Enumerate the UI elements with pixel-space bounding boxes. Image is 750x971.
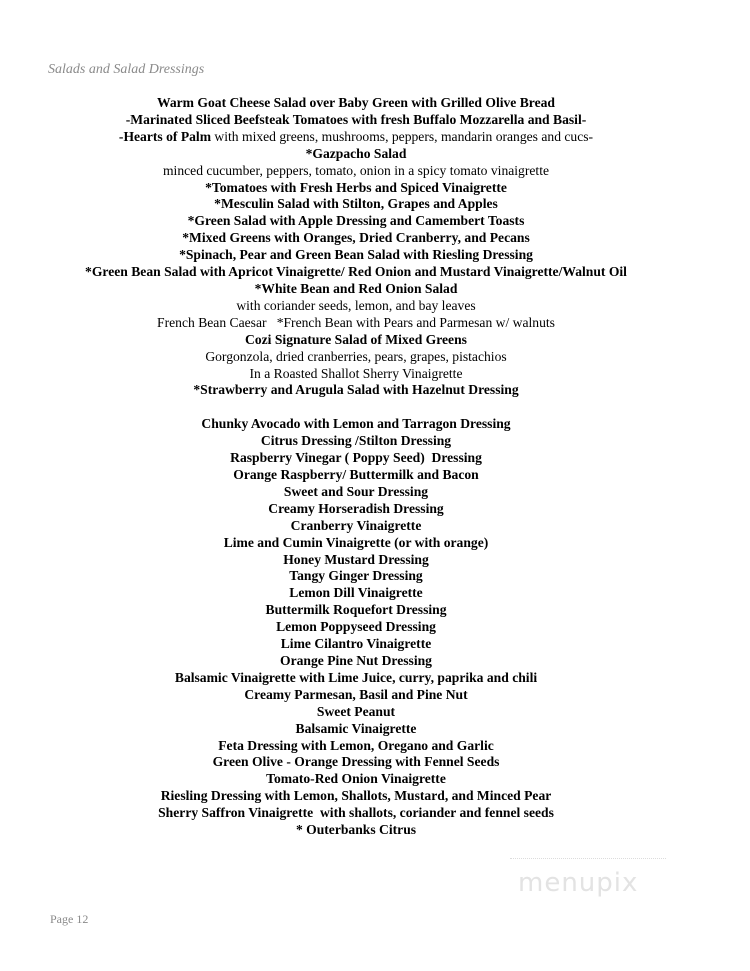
salad-item-title: -Marinated Sliced Beefsteak Tomatoes with fresh Buffalo Mozzarella and Basil-: [125, 111, 587, 127]
salad-item: [0, 332, 712, 349]
salad-item: [0, 281, 712, 298]
salads-list: [0, 95, 712, 399]
menu-list: [0, 95, 712, 839]
salad-item: [0, 163, 712, 180]
dressing-item: Lime and Cumin Vinaigrette (or with orange): [223, 534, 489, 550]
dressing-item: Tomato-Red Onion Vinaigrette: [266, 771, 446, 787]
dressing-item: Green Olive - Orange Dressing with Fennel Seeds: [212, 754, 500, 770]
dressing-item: Sherry Saffron Vinaigrette with shallots, coriander and fennel seeds: [158, 805, 554, 821]
watermark-logo: menupix: [518, 868, 639, 898]
salad-item-title: Cozi Signature Salad of Mixed Greens: [245, 331, 467, 347]
dressing-item: Buttermilk Roquefort Dressing: [265, 602, 447, 618]
dressing-item: Orange Pine Nut Dressing: [280, 653, 432, 668]
dressing-item: * Outerbanks Citrus: [295, 822, 417, 838]
dressing-item: Cranberry Vinaigrette: [290, 517, 422, 533]
salad-item: [0, 264, 712, 281]
salad-item: [0, 95, 712, 112]
salad-item: [0, 366, 712, 383]
salad-item-title: *Mixed Greens with Oranges, Dried Cranberry, and Pecans: [182, 230, 530, 246]
salad-item-title: -Hearts of Palm: [118, 128, 212, 144]
salad-item: [0, 196, 712, 213]
salad-item-title: *Green Salad with Apple Dressing and Camembert Toasts: [187, 213, 525, 229]
salad-item-title: *White Bean and Red Onion Salad: [254, 280, 458, 296]
dressing-item: Balsamic Vinaigrette: [295, 720, 417, 736]
salad-item-title: *Strawberry and Arugula Salad with Hazelnut Dressing: [193, 382, 519, 398]
dressing-item: Feta Dressing with Lemon, Oregano and Garlic: [218, 737, 494, 753]
page-number: Page 12: [50, 912, 89, 926]
dressing-item: Sweet and Sour Dressing: [283, 483, 429, 499]
salad-item: [0, 298, 712, 315]
watermark-rule: [510, 858, 666, 859]
dressing-item: Lime Cilantro Vinaigrette: [280, 636, 432, 652]
salad-item-title: *Gazpacho Salad: [305, 145, 407, 161]
dressing-item: Orange Raspberry/ Buttermilk and Bacon: [233, 467, 479, 483]
salad-item-description: Gorgonzola, dried cranberries, pears, grapes, pistachios: [205, 348, 507, 364]
watermark: [510, 852, 680, 912]
dressing-item: Chunky Avocado with Lemon and Tarragon Dressing: [201, 416, 511, 432]
dressings-list: [0, 416, 712, 839]
salad-item: [0, 230, 712, 247]
dressing-item: Balsamic Vinaigrette with Lime Juice, curry, paprika and chili: [174, 669, 538, 685]
salad-item-description: with mixed greens, mushrooms, peppers, mandarin oranges and cucs-: [211, 128, 594, 144]
dressing-item: Creamy Parmesan, Basil and Pine Nut: [244, 686, 468, 702]
dressing-item: Creamy Horseradish Dressing: [268, 500, 444, 516]
salad-item-description: French Bean Caesar *French Bean with Pears and Parmesan w/ walnuts: [157, 314, 555, 330]
dressing-item: Riesling Dressing with Lemon, Shallots, Mustard, and Minced Pear: [160, 788, 552, 804]
salad-item: [0, 247, 712, 264]
salad-item-title: *Mesculin Salad with Stilton, Grapes and Apples: [214, 196, 498, 212]
salad-item-title: *Tomatoes with Fresh Herbs and Spiced Vinaigrette: [205, 179, 507, 195]
salad-item-description: In a Roasted Shallot Sherry Vinaigrette: [249, 365, 463, 381]
salad-item: [0, 382, 712, 399]
dressing-item: Tangy Ginger Dressing: [289, 568, 423, 584]
salad-item: [0, 112, 712, 129]
salad-item: [0, 129, 712, 146]
salad-item: [0, 315, 712, 332]
salad-item: [0, 349, 712, 366]
salad-item-description: with coriander seeds, lemon, and bay leaves: [236, 297, 476, 313]
dressing-item: Raspberry Vinegar ( Poppy Seed) Dressing: [230, 450, 482, 466]
salad-item-title: *Spinach, Pear and Green Bean Salad with Riesling Dressing: [179, 247, 533, 263]
dressing-item: Citrus Dressing /Stilton Dressing: [260, 433, 452, 449]
dressing-item: Lemon Dill Vinaigrette: [289, 585, 423, 601]
dressing-item: Sweet Peanut: [316, 703, 396, 719]
salad-item-title: *Green Bean Salad with Apricot Vinaigrette/ Red Onion and Mustard Vinaigrette/Walnut Oil: [85, 264, 627, 280]
salad-item-title: Warm Goat Cheese Salad over Baby Green with Grilled Olive Bread: [157, 95, 555, 110]
salad-item-description: minced cucumber, peppers, tomato, onion in a spicy tomato vinaigrette: [162, 162, 549, 178]
salad-item: [0, 146, 712, 163]
section-gap: [0, 399, 712, 416]
dressing-item: Honey Mustard Dressing: [283, 551, 429, 567]
salad-item: [0, 180, 712, 197]
section-title: Salads and Salad Dressings: [48, 62, 205, 77]
dressing-item: Lemon Poppyseed Dressing: [276, 619, 436, 635]
salad-item: [0, 213, 712, 230]
